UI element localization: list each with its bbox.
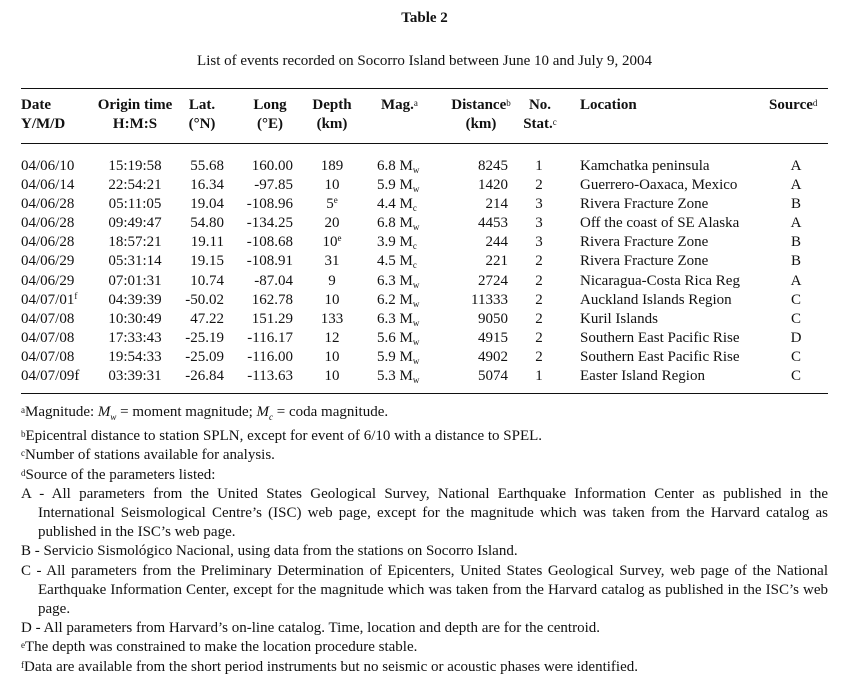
cell-stations: 3 — [535, 234, 543, 251]
cell-distance: 1420 — [478, 177, 508, 194]
cell-source: A — [790, 158, 802, 174]
cell-depth: 31 — [324, 253, 340, 270]
cell-date: 04/07/01$^f$ — [21, 290, 78, 308]
cell-depth: 10 — [324, 348, 340, 365]
table-caption: List of events recorded on Socorro Island between June 10 and July 9, 2004 — [197, 53, 652, 69]
cell-lat: 55.68 — [190, 158, 224, 174]
cell-source: A — [790, 272, 802, 289]
table-row — [0, 214, 849, 233]
cell-lat: 54.80 — [190, 215, 224, 232]
cell-location: Rivera Fracture Zone — [580, 234, 709, 251]
cell-date: 04/06/29 — [21, 272, 75, 289]
cell-long: -108.91 — [246, 253, 293, 270]
table-row — [0, 252, 849, 271]
cell-source: C — [790, 291, 801, 308]
cell-stations: 2 — [535, 272, 543, 289]
cell-stations: 2 — [535, 310, 543, 327]
header-origin-time: Origin time H:M:S — [97, 97, 173, 132]
cell-source: C — [790, 368, 801, 385]
cell-date: 04/07/09f — [21, 368, 80, 385]
footnote-d: $^d$Source of the parameters listed: — [21, 466, 216, 483]
cell-depth: 10 — [324, 177, 340, 194]
cell-location: Rivera Fracture Zone — [580, 253, 709, 270]
cell-distance: 4902 — [478, 348, 508, 365]
cell-source: D — [790, 329, 802, 346]
cell-location: Auckland Islands Region — [580, 291, 732, 308]
header-source: Source$^d$ — [769, 97, 818, 113]
cell-location: Southern East Pacific Rise — [580, 329, 740, 346]
footnote-f: $^f$Data are available from the short period instruments but no seismic or acoustic phases were identified. — [21, 658, 638, 675]
cell-mag: 5.6 $M_w$ — [377, 329, 420, 347]
cell-origin-time: 18:57:21 — [108, 234, 162, 251]
cell-depth: 12 — [324, 329, 340, 346]
cell-date: 04/06/14 — [21, 177, 75, 194]
cell-mag: 6.3 $M_w$ — [377, 310, 420, 328]
table-title: Table 2 — [401, 10, 448, 26]
cell-mag: 6.8 $M_w$ — [377, 158, 420, 175]
cell-location: Kamchatka peninsula — [580, 158, 710, 174]
cell-depth: 9 — [328, 272, 336, 289]
cell-long: -108.68 — [246, 234, 293, 251]
cell-depth: 5e — [326, 195, 338, 213]
cell-origin-time: 10:30:49 — [108, 310, 162, 327]
cell-long: -113.63 — [247, 368, 293, 385]
cell-lat: -25.19 — [185, 329, 224, 346]
cell-date: 04/06/28 — [21, 234, 75, 251]
cell-distance: 2724 — [478, 272, 508, 289]
cell-stations: 1 — [535, 368, 543, 385]
cell-date: 04/06/28 — [21, 196, 75, 213]
header-lat: Lat. (°N) — [188, 97, 216, 132]
header-rule — [21, 143, 828, 144]
cell-distance: 214 — [485, 196, 508, 213]
cell-date: 04/07/08 — [21, 329, 75, 346]
cell-origin-time: 05:11:05 — [108, 196, 162, 213]
cell-origin-time: 09:49:47 — [108, 215, 162, 232]
header-depth: Depth (km) — [312, 97, 352, 132]
cell-stations: 3 — [535, 196, 543, 213]
cell-location: Nicaragua-Costa Rica Reg — [580, 272, 740, 289]
bottom-rule — [21, 393, 828, 394]
cell-mag: 5.3 $M_w$ — [377, 368, 420, 386]
cell-lat: -25.09 — [185, 348, 224, 365]
cell-depth: 133 — [320, 310, 344, 327]
cell-mag: 5.9 $M_w$ — [377, 348, 420, 366]
cell-stations: 2 — [535, 329, 543, 346]
cell-lat: 16.34 — [190, 177, 224, 194]
cell-distance: 4453 — [478, 215, 508, 232]
cell-stations: 2 — [535, 177, 543, 194]
cell-source: C — [790, 310, 801, 327]
table-row — [0, 195, 849, 214]
cell-stations: 3 — [535, 215, 543, 232]
cell-mag: 3.9 $M_c$ — [377, 234, 417, 252]
header-long: Long (°E) — [253, 97, 287, 132]
cell-lat: 47.22 — [190, 310, 224, 327]
cell-date: 04/07/08 — [21, 310, 75, 327]
cell-long: -87.04 — [254, 272, 293, 289]
cell-depth: 10 — [324, 291, 340, 308]
cell-origin-time: 19:54:33 — [108, 348, 162, 365]
cell-stations: 2 — [535, 291, 543, 308]
cell-long: -116.00 — [247, 348, 293, 365]
cell-long: 151.29 — [251, 310, 293, 327]
top-rule — [21, 88, 828, 89]
cell-depth: 10 — [324, 368, 340, 385]
cell-origin-time: 04:39:39 — [108, 291, 162, 308]
header-date: Date Y/M/D — [21, 97, 66, 132]
cell-location: Southern East Pacific Rise — [580, 348, 740, 365]
cell-origin-time: 05:31:14 — [108, 253, 162, 270]
table-row — [0, 157, 849, 176]
cell-lat: 19.11 — [190, 234, 224, 251]
cell-origin-time: 03:39:31 — [108, 368, 162, 385]
cell-distance: 5074 — [478, 368, 508, 385]
cell-origin-time: 07:01:31 — [108, 272, 162, 289]
table-row — [0, 291, 849, 310]
footnotes — [21, 403, 828, 677]
cell-origin-time: 17:33:43 — [108, 329, 162, 346]
cell-location: Off the coast of SE Alaska — [580, 215, 740, 232]
cell-mag: 6.8 $M_w$ — [377, 215, 420, 233]
cell-distance: 244 — [485, 234, 508, 251]
source-note-b: B - Servicio Sismológico Nacional, using data from the stations on Socorro Island. — [21, 543, 518, 560]
cell-lat: -26.84 — [185, 368, 224, 385]
cell-date: 04/07/08 — [21, 348, 75, 365]
cell-origin-time: 15:19:58 — [108, 158, 162, 174]
cell-stations: 2 — [535, 348, 543, 365]
cell-source: A — [790, 215, 802, 232]
table-row — [0, 329, 849, 348]
cell-date: 04/06/29 — [21, 253, 75, 270]
table-row — [0, 348, 849, 367]
cell-mag: 4.5 $M_c$ — [377, 253, 417, 271]
cell-distance: 11333 — [471, 291, 508, 308]
cell-source: A — [790, 177, 802, 194]
cell-source: B — [790, 253, 801, 270]
cell-mag: 5.9 $M_w$ — [377, 177, 420, 195]
source-note-d: D - All parameters from Harvard’s on-line catalog. Time, location and depth are for the centroid. — [21, 620, 600, 637]
cell-date: 04/06/10 — [21, 158, 75, 174]
header-mag: Mag.$^a$ — [381, 97, 418, 113]
cell-location: Kuril Islands — [580, 310, 658, 327]
cell-date: 04/06/28 — [21, 215, 75, 232]
cell-source: B — [790, 234, 801, 251]
cell-long: -134.25 — [246, 215, 293, 232]
cell-mag: 4.4 $M_c$ — [377, 196, 417, 214]
table-row — [0, 233, 849, 252]
cell-stations: 2 — [535, 253, 543, 270]
cell-long: -97.85 — [254, 177, 293, 194]
table-body — [0, 157, 849, 386]
cell-location: Guerrero-Oaxaca, Mexico — [580, 177, 738, 194]
cell-distance: 4915 — [478, 329, 508, 346]
cell-depth: 10e — [322, 233, 342, 251]
cell-mag: 6.3 $M_w$ — [377, 272, 420, 290]
cell-source: B — [790, 196, 801, 213]
footnote-b: $^b$Epicentral distance to station SPLN, except for event of 6/10 with a distance to SPEL. — [21, 428, 543, 445]
cell-location: Easter Island Region — [580, 368, 705, 385]
cell-depth: 189 — [320, 158, 344, 174]
table-row — [0, 367, 849, 386]
cell-origin-time: 22:54:21 — [108, 177, 162, 194]
cell-distance: 9050 — [478, 310, 508, 327]
table-row — [0, 176, 849, 195]
table-row — [0, 272, 849, 291]
cell-long: -108.96 — [246, 196, 293, 213]
footnote-e: $^e$The depth was constrained to make the location procedure stable. — [21, 639, 418, 656]
table-row — [0, 310, 849, 329]
cell-lat: 10.74 — [190, 272, 224, 289]
cell-distance: 221 — [485, 253, 508, 270]
cell-source: C — [790, 348, 801, 365]
cell-long: 162.78 — [251, 291, 293, 308]
source-note-c: C - All parameters from the Preliminary Determination of Epicenters, United States Geological Survey, web page of the National Earthquake Information Center, except for the magnitude which was taken from the Harvard catalog as published in the ISC’s web page. — [21, 562, 828, 618]
cell-location: Rivera Fracture Zone — [580, 196, 709, 213]
header-location: Location — [580, 97, 637, 113]
cell-stations: 1 — [535, 158, 543, 174]
cell-long: 160.00 — [251, 158, 293, 174]
cell-depth: 20 — [324, 215, 340, 232]
cell-lat: 19.15 — [190, 253, 224, 270]
header-distance: Distance$^b$ (km) — [451, 97, 511, 132]
footnote-c: $^c$Number of stations available for analysis. — [21, 447, 275, 464]
source-note-a: A - All parameters from the United States Geological Survey, National Earthquake Information Center as published in the International Seismological Centre’s (ISC) web page, except for the magnitude which was taken from the Harvard catalog as published in the ISC’s web page. — [21, 485, 828, 541]
cell-long: -116.17 — [247, 329, 293, 346]
cell-lat: -50.02 — [185, 291, 224, 308]
footnote-a: $^a$Magnitude: $M_w$ = moment magnitude; $M_c$ = coda magnitude. — [21, 404, 389, 422]
header-stations: No. Stat.$^c$ — [523, 97, 557, 132]
cell-distance: 8245 — [478, 158, 508, 174]
cell-lat: 19.04 — [190, 196, 224, 213]
cell-mag: 6.2 $M_w$ — [377, 291, 420, 309]
